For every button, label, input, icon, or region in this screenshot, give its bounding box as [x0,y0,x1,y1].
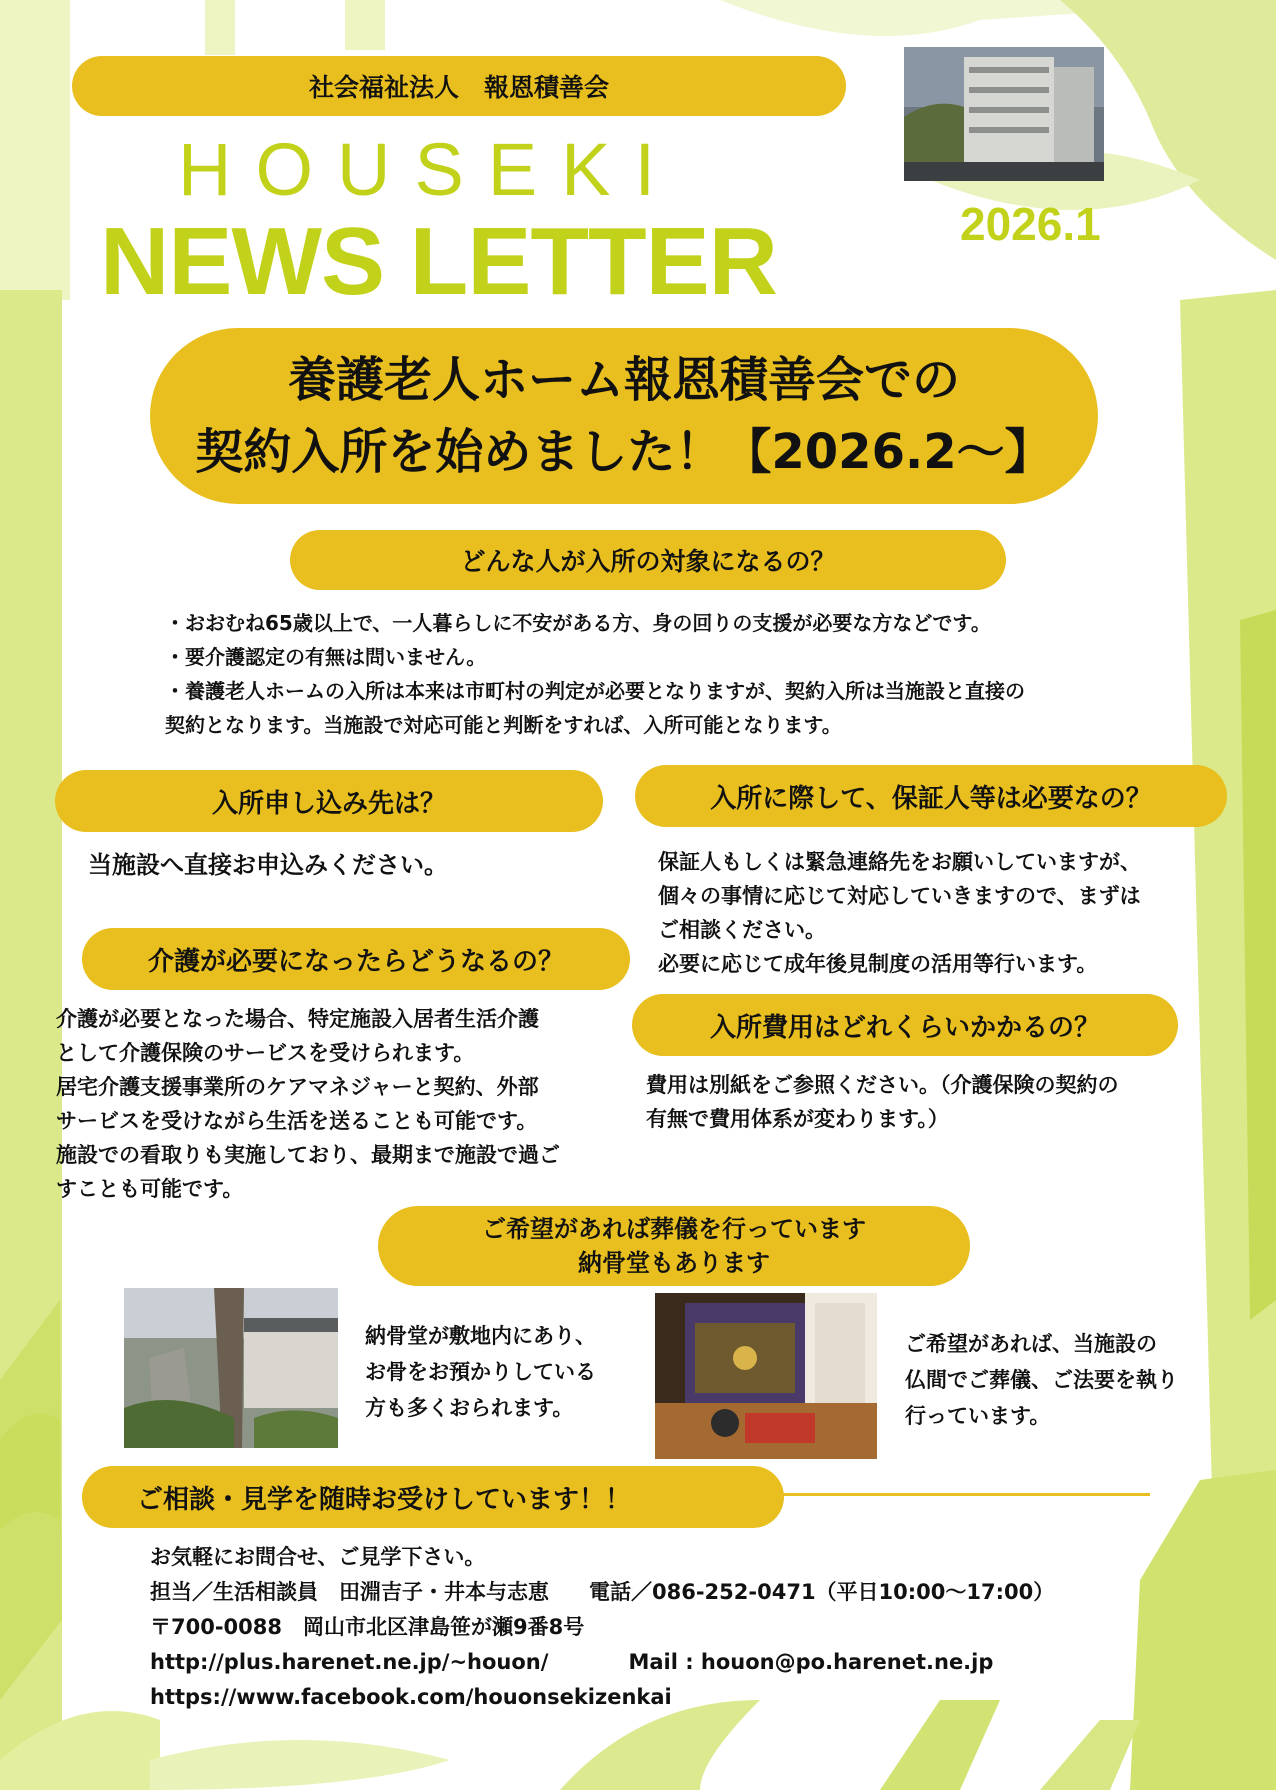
cost-heading-text: 入所費用はどれくらいかかるの？ [709,1012,1100,1043]
headline-line-1: 養護老人ホーム報恩積善会での [287,352,960,408]
service-line: 行っています。 [905,1404,1051,1428]
service-text [905,1326,1178,1434]
contact-facebook-link[interactable]: https://www.facebook.com/houonsekizenkai [150,1685,672,1709]
guarantor-line: 必要に応じて成年後見制度の活用等行います。 [658,952,1098,976]
contact-website-link[interactable]: http://plus.harenet.ne.jp/~houon/ [150,1650,549,1674]
headline-banner [150,328,1098,504]
guarantor-heading [635,765,1227,827]
target-line: 契約となります。当施設で対応可能と判断をすれば、入所可能となります。 [165,713,842,737]
contact-mail-link[interactable]: Mail : houon@po.harenet.ne.jp [628,1650,994,1674]
altar-room-photo [655,1293,877,1459]
ossuary-photo [124,1288,338,1448]
contact-divider [760,1493,1150,1496]
contact-intro: お気軽にお問合せ、ご見学下さい。 [150,1545,486,1569]
target-line: ・養護老人ホームの入所は本来は市町村の判定が必要となりますが、契約入所は当施設と直接の [165,679,1025,703]
ossuary-line: 方も多くおられます。 [365,1396,574,1420]
target-line: ・要介護認定の有無は問いません。 [165,645,487,669]
contact-staff: 担当／生活相談員 田淵吉子・井本与志恵 [150,1580,549,1604]
org-name-banner [72,56,846,116]
target-line: ・おおむね65歳以上で、一人暮らしに不安がある方、身の回りの支援が必要な方などです。 [165,611,991,635]
service-line: 仏間でご葬儀、ご法要を執り [905,1368,1178,1392]
newsletter-title: NEWS LETTER [100,208,777,315]
care-heading [82,928,630,990]
ossuary-line: 納骨堂が敷地内にあり、 [365,1324,596,1348]
care-line: サービスを受けながら生活を送ることも可能です。 [56,1109,538,1133]
funeral-heading-line-1: ご希望があれば葬儀を行っています [482,1215,866,1243]
care-text [56,1002,560,1206]
funeral-heading [378,1206,970,1286]
service-line: ご希望があれば、当施設の [905,1332,1157,1356]
issue-date: 2026.1 [960,198,1101,250]
apply-heading-text: 入所申し込み先は？ [211,788,446,819]
guarantor-line: 個々の事情に応じて対応していきますので、まずは [658,884,1141,908]
cost-line: 有無で費用体系が変わります。） [646,1107,949,1131]
apply-text [88,848,448,882]
headline-line-2: 契約入所を始めました！【2026.2～】 [195,424,1053,480]
guarantor-line: 保証人もしくは緊急連絡先をお願いしていますが、 [658,850,1141,874]
contact-address: 〒700-0088 岡山市北区津島笹が瀬9番8号 [150,1615,585,1639]
target-heading [290,530,1006,590]
ossuary-text [365,1318,596,1426]
building-photo [904,47,1104,181]
cost-text [646,1068,1119,1136]
care-heading-text: 介護が必要になったらどうなるの？ [147,946,564,977]
target-heading-text: どんな人が入所の対象になるの？ [460,547,836,576]
houseki-title: HOUSEKI [178,128,680,211]
apply-heading [55,770,603,832]
contact-phone: 電話／086-252-0471（平日10:00～17:00） [589,1580,1055,1604]
guarantor-text [658,845,1141,981]
ossuary-line: お骨をお預かりしている [365,1360,596,1384]
contact-heading-text: ご相談・見学を随時お受けしています！！ [137,1484,632,1515]
care-line: として介護保険のサービスを受けられます。 [56,1041,475,1065]
guarantor-line: ご相談ください。 [658,918,826,942]
contact-heading [82,1466,784,1528]
target-text [165,606,1025,742]
guarantor-heading-text: 入所に際して、保証人等は必要なの？ [710,783,1152,814]
contact-text [150,1540,1054,1715]
care-line: 介護が必要となった場合、特定施設入居者生活介護 [56,1007,539,1031]
care-line: 施設での看取りも実施しており、最期まで施設で過ご [56,1143,560,1167]
org-name: 社会福祉法人 報恩積善会 [308,73,609,102]
funeral-heading-line-2: 納骨堂もあります [578,1249,770,1277]
cost-heading [632,994,1178,1056]
apply-line: 当施設へ直接お申込みください。 [88,851,448,879]
care-line: すことも可能です。 [56,1177,244,1201]
cost-line: 費用は別紙をご参照ください。（介護保険の契約の [646,1073,1119,1097]
care-line: 居宅介護支援事業所のケアマネジャーと契約、外部 [56,1075,539,1099]
